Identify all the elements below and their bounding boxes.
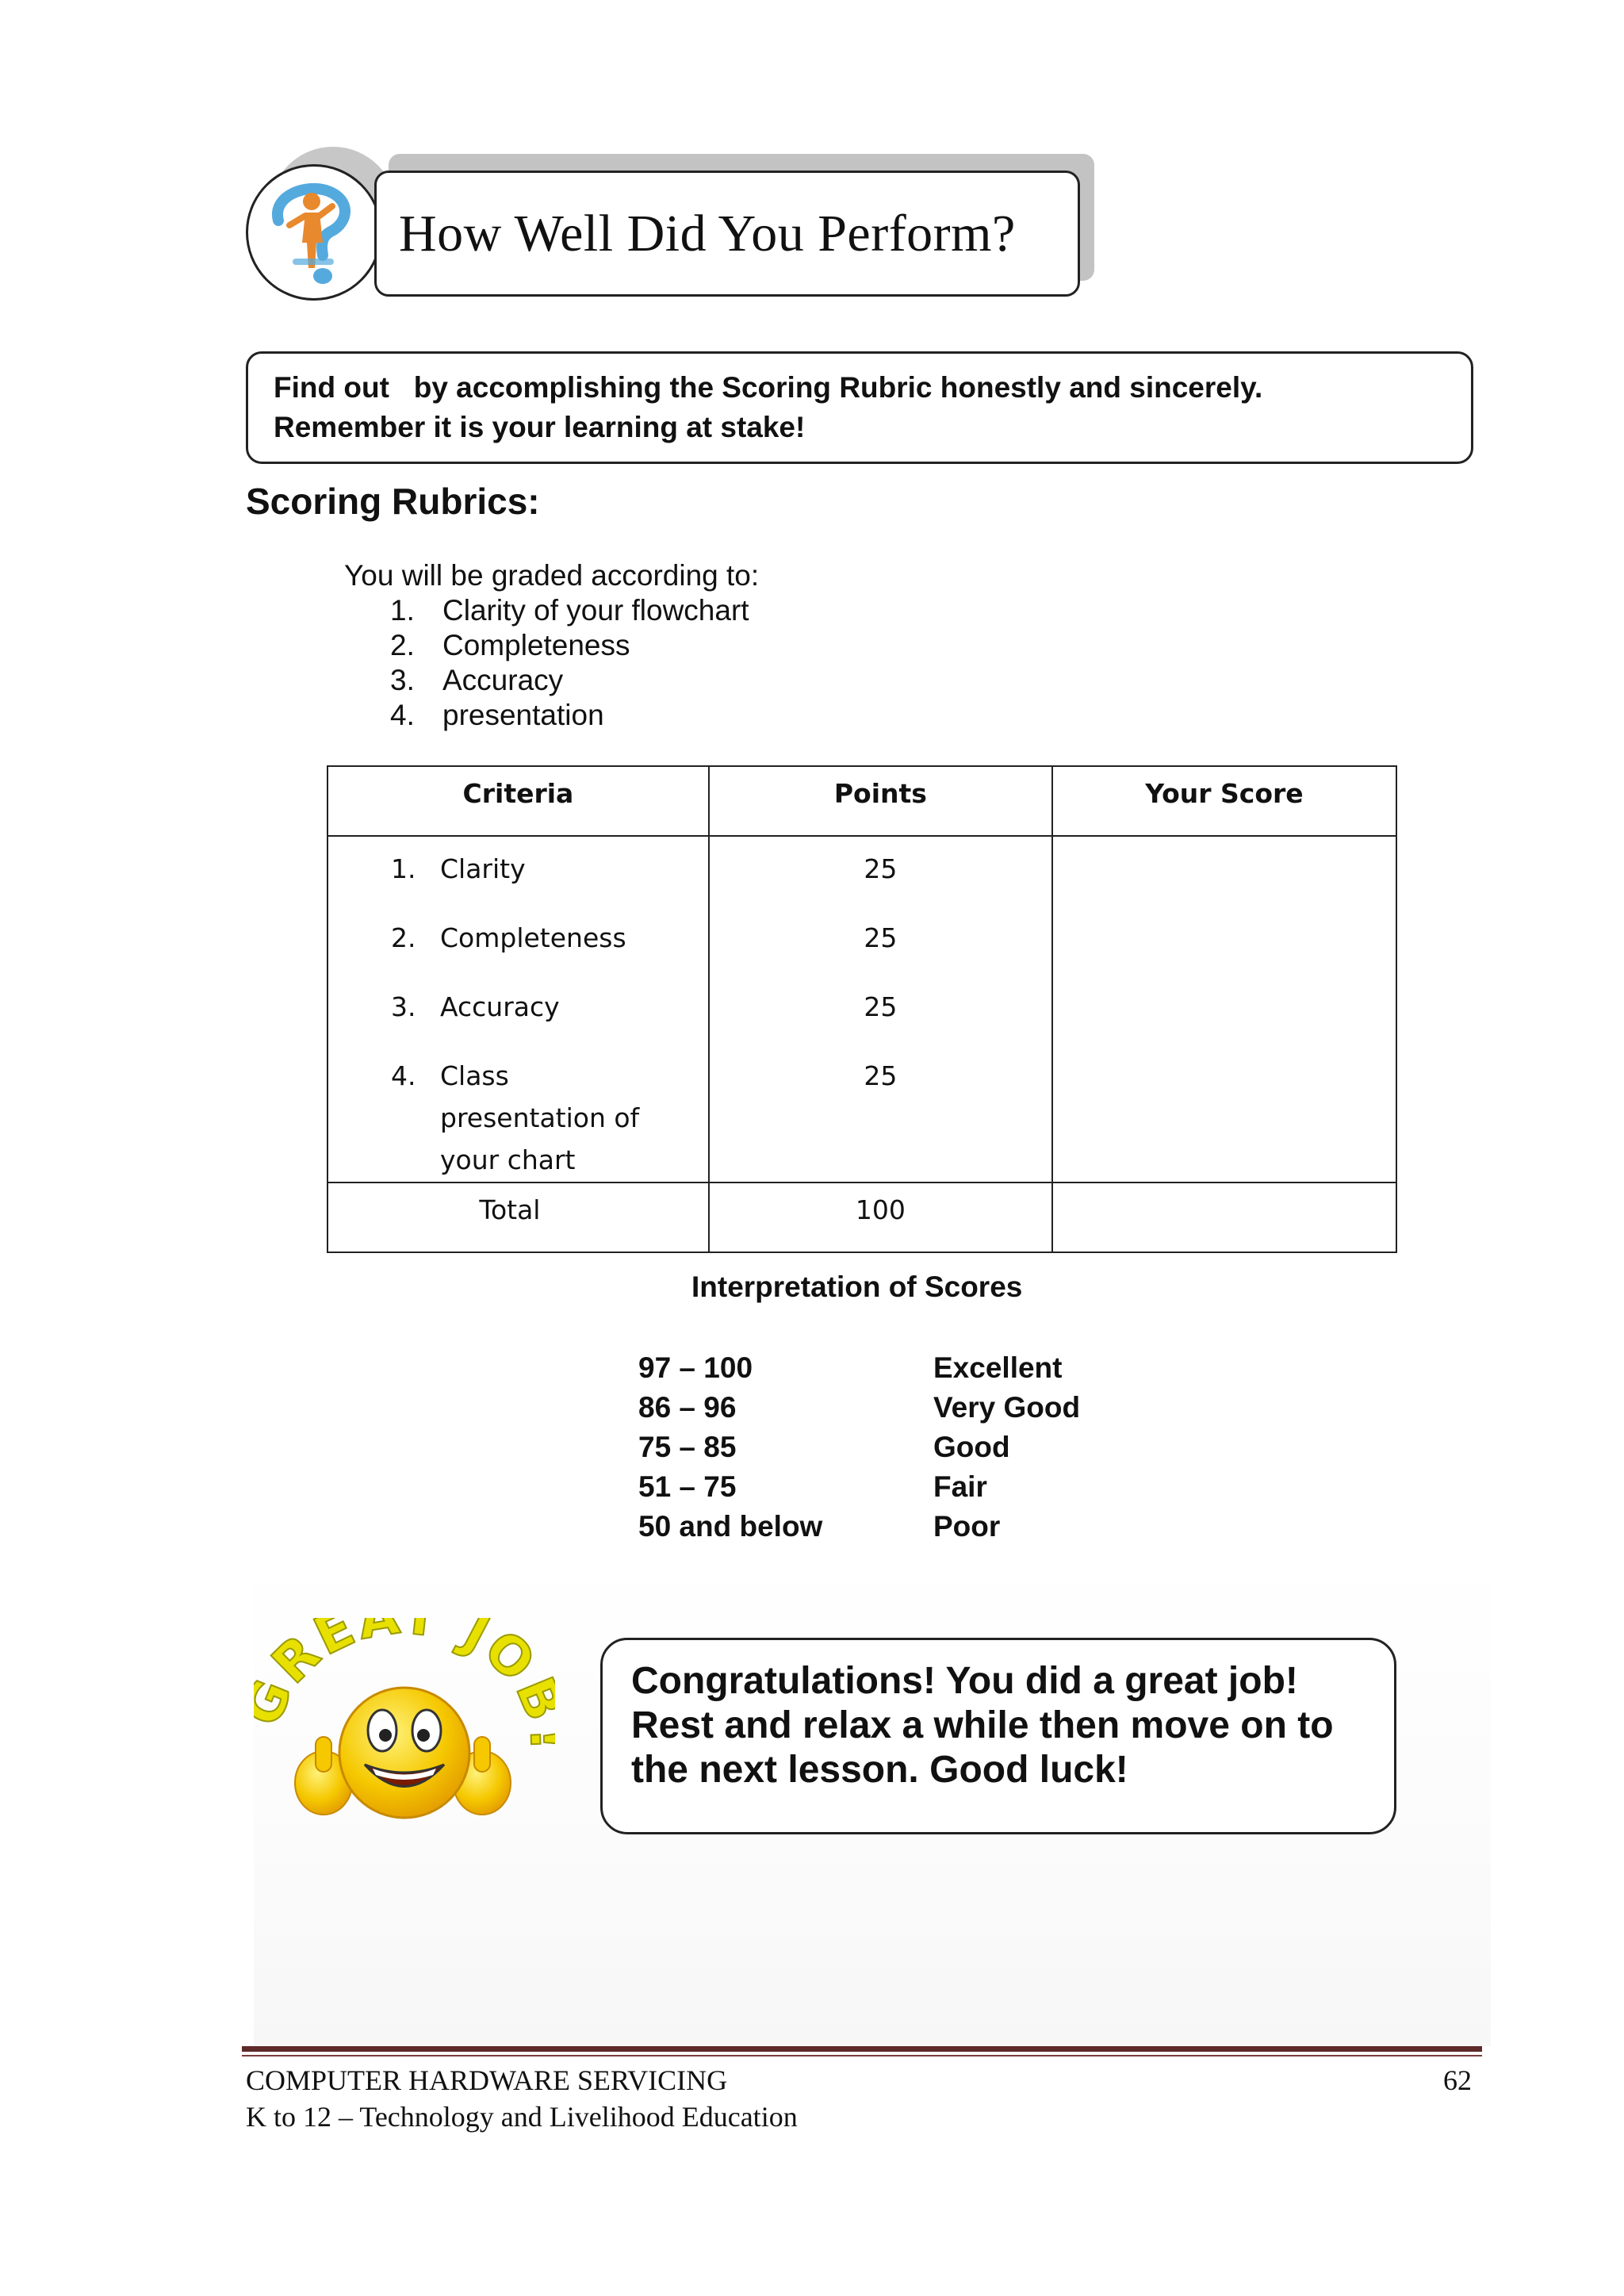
footer-program: K to 12 – Technology and Livelihood Education bbox=[246, 2101, 798, 2133]
list-item: 1. Clarity of your flowchart bbox=[390, 594, 749, 627]
instruction-line-2: Remember it is your learning at stake! bbox=[274, 411, 806, 443]
interpretation-row: 51 – 75 Fair bbox=[638, 1470, 987, 1503]
banner-title-box bbox=[374, 171, 1080, 297]
table-row bbox=[327, 836, 1396, 1182]
banner-icon-circle bbox=[246, 164, 382, 301]
criteria-cell bbox=[327, 836, 709, 1182]
points-value: 25 bbox=[864, 853, 898, 884]
question-figure-icon bbox=[248, 167, 380, 298]
great-job-smiley-icon bbox=[254, 1618, 555, 1832]
footer-divider bbox=[242, 2046, 1482, 2052]
page-title: How Well Did You Perform? bbox=[399, 204, 1016, 263]
interpretation-heading: Interpretation of Scores bbox=[691, 1271, 1023, 1303]
points-cell bbox=[709, 836, 1052, 1182]
points-value: 25 bbox=[864, 922, 898, 953]
great-job-text: REA JO bbox=[260, 1618, 550, 1696]
table-header-row bbox=[327, 766, 1396, 836]
great-job-graphic bbox=[254, 1618, 555, 1832]
graded-intro: You will be graded according to: bbox=[344, 559, 760, 592]
criteria-item: 2. Completeness bbox=[391, 922, 626, 953]
congrats-line-1: Congratulations! You did a great job! bbox=[631, 1660, 1298, 1702]
page-number: 62 bbox=[1443, 2064, 1472, 2096]
criteria-item: 3. Accuracy bbox=[391, 991, 560, 1022]
points-header: Points bbox=[709, 766, 1052, 836]
list-item: 4. presentation bbox=[390, 699, 604, 731]
congratulations-box bbox=[600, 1638, 1396, 1834]
list-item: 2. Completeness bbox=[390, 629, 630, 661]
interpretation-row: 75 – 85 Good bbox=[638, 1431, 1010, 1463]
graded-criteria-list bbox=[390, 593, 749, 733]
rubric-table bbox=[327, 765, 1397, 1253]
your-score-header: Your Score bbox=[1052, 766, 1396, 836]
points-value: 25 bbox=[864, 991, 898, 1022]
instruction-box bbox=[246, 351, 1473, 464]
footer-divider-thin bbox=[242, 2055, 1482, 2056]
instruction-line-1: Find out by accomplishing the Scoring Rubric honestly and sincerely. bbox=[274, 371, 1263, 404]
criteria-item: 4. Class presentation of your chart bbox=[391, 1060, 640, 1175]
footer-course-info bbox=[246, 2062, 798, 2135]
congrats-line-2: Rest and relax a while then move on to bbox=[631, 1704, 1334, 1746]
your-score-cell[interactable] bbox=[1052, 836, 1396, 1182]
footer-course: COMPUTER HARDWARE SERVICING bbox=[246, 2064, 728, 2096]
criteria-header: Criteria bbox=[327, 766, 709, 836]
total-label: Total bbox=[327, 1182, 709, 1252]
total-points: 100 bbox=[709, 1182, 1052, 1252]
table-total-row bbox=[327, 1182, 1396, 1252]
interpretation-row: 86 – 96 Very Good bbox=[638, 1391, 1081, 1424]
total-score-cell[interactable] bbox=[1052, 1182, 1396, 1252]
scoring-rubrics-heading: Scoring Rubrics: bbox=[246, 481, 540, 522]
criteria-item: 1. Clarity bbox=[391, 853, 526, 884]
interpretation-row: 97 – 100 Excellent bbox=[638, 1351, 1063, 1384]
list-item: 3. Accuracy bbox=[390, 664, 564, 696]
interpretation-row: 50 and below Poor bbox=[638, 1510, 1001, 1543]
interpretation-list bbox=[638, 1348, 1080, 1547]
congrats-line-3: the next lesson. Good luck! bbox=[631, 1749, 1128, 1791]
points-value: 25 bbox=[864, 1060, 898, 1091]
